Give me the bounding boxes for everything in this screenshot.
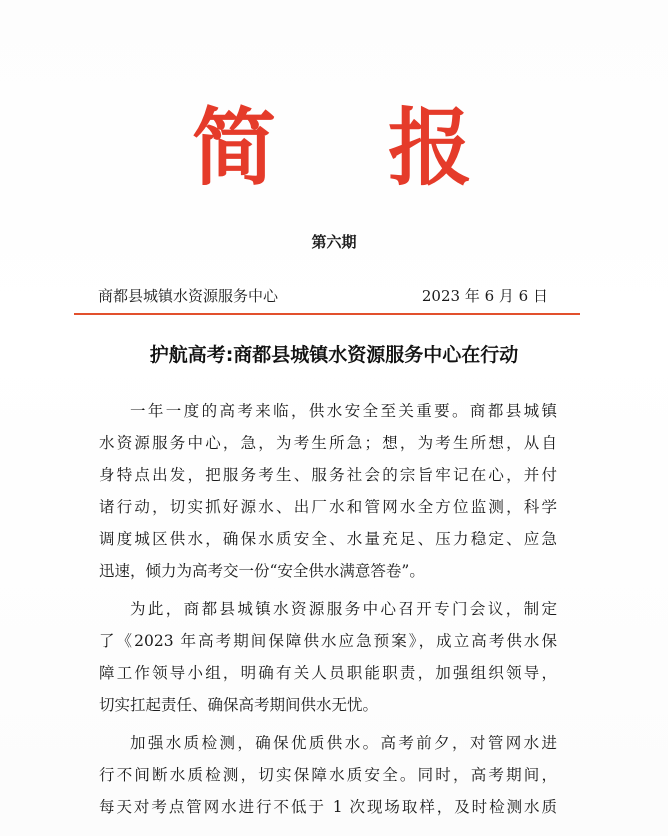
article-title: 护航高考:商都县城镇水资源服务中心在行动: [149, 344, 519, 366]
paragraph-2-line-4: 切实扛起责任、确保高考期间供水无忧。: [99, 696, 379, 714]
publication-date: 2023 年 6 月 6 日: [421, 287, 548, 305]
paragraph-2-line-1: 为此，商都县城镇水资源服务中心召开专门会议，制定: [130, 600, 557, 618]
paragraph-3-line-1: 加强水质检测，确保优质供水。高考前夕，对管网水进: [130, 734, 557, 752]
paragraph-3-line-3: 每天对考点管网水进行不低于 1 次现场取样，及时检测水质: [99, 798, 557, 816]
paragraph-1-line-6: 迅速，倾力为高考交一份“安全供水满意答卷”。: [99, 562, 425, 580]
paragraph-1-line-3: 身特点出发，把服务考生、服务社会的宗旨牢记在心，并付: [99, 466, 557, 484]
paragraph-3-line-2: 行不间断水质检测，切实保障水质安全。同时，高考期间，: [99, 766, 557, 784]
masthead-char-1: 简: [192, 98, 277, 197]
paragraph-1-line-4: 诸行动，切实抓好源水、出厂水和管网水全方位监测，科学: [99, 498, 557, 516]
paragraph-2-line-3: 障工作领导小组，明确有关人员职能职责，加强组织领导，: [99, 664, 557, 682]
paragraph-2-line-2: 了《2023 年高考期间保障供水应急预案》，成立高考供水保: [99, 632, 557, 650]
header-rule: [74, 313, 580, 315]
article-body: [99, 395, 557, 823]
header-line: [98, 284, 568, 308]
masthead: [0, 100, 668, 196]
paragraph-1-line-5: 调度城区供水，确保水质安全、水量充足、压力稳定、应急: [99, 530, 557, 548]
organization-name: 商都县城镇水资源服务中心: [98, 287, 279, 305]
paragraph-1-line-1: 一年一度的高考来临，供水安全至关重要。商都县城镇: [130, 402, 557, 420]
issue-number: 第六期: [311, 233, 357, 251]
masthead-char-2: 报: [388, 98, 473, 197]
paragraph-1-line-2: 水资源服务中心，急，为考生所急；想，为考生所想，从自: [99, 434, 557, 452]
